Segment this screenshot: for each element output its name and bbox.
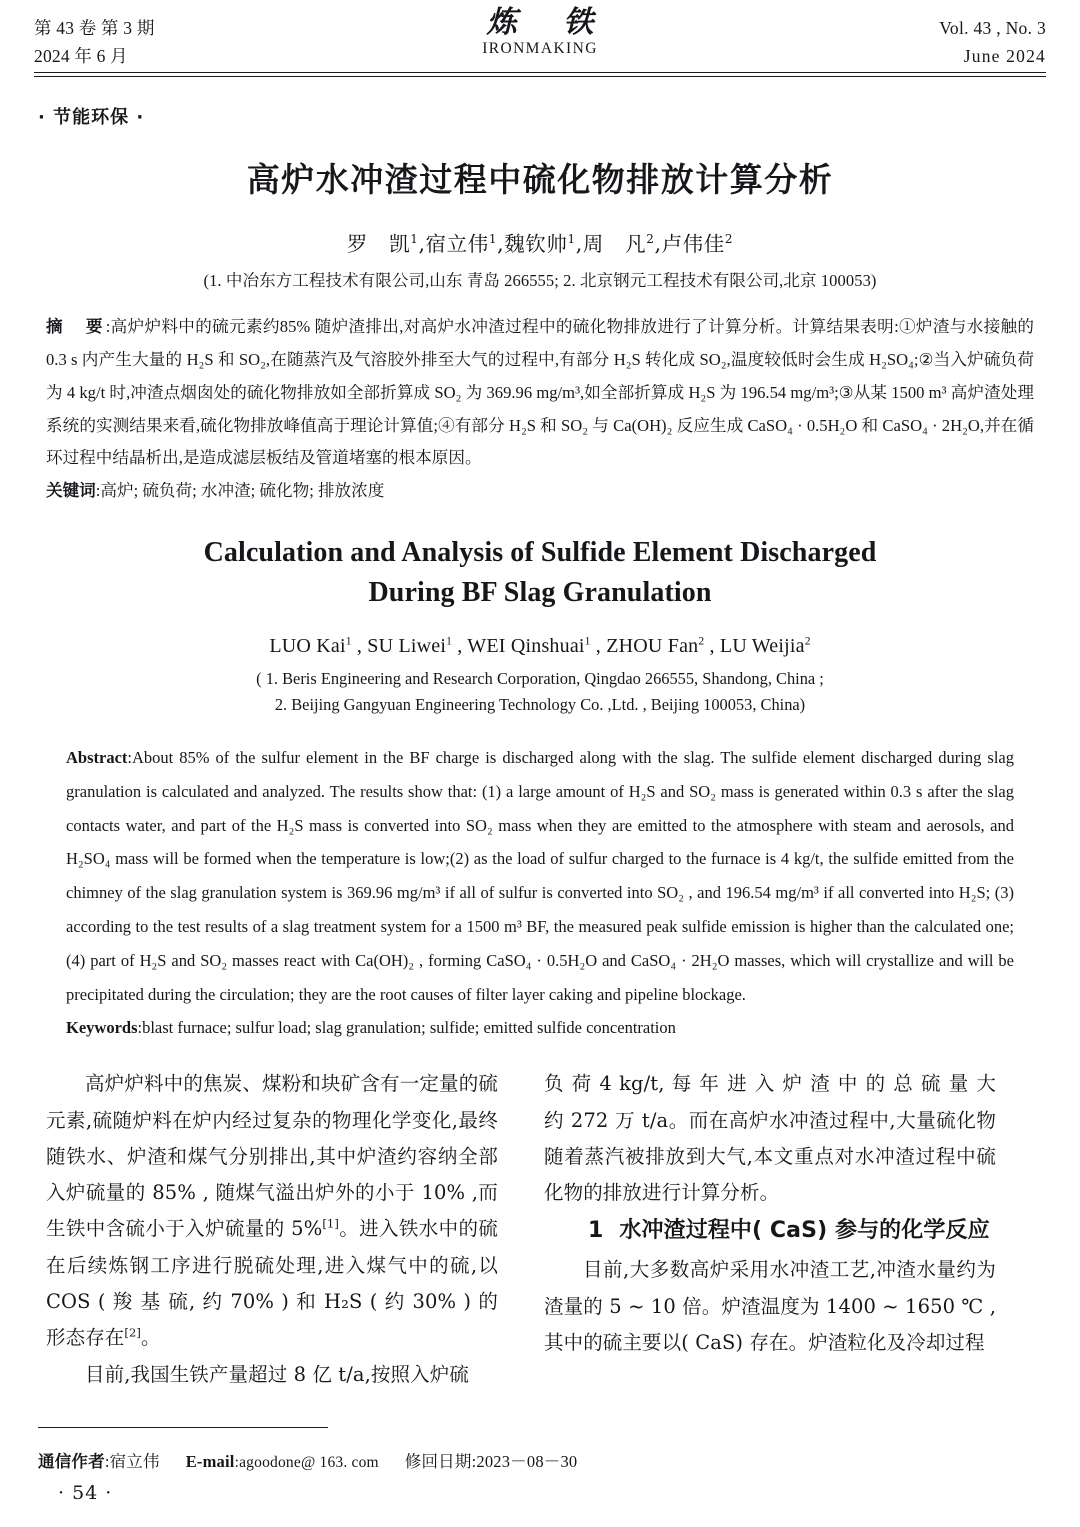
keywords-label-cn: 关键词 [46,480,96,500]
keywords-label-en: Keywords [66,1018,138,1038]
citation-ref[interactable]: [1] [322,1216,339,1231]
paragraph: 目前,我国生铁产量超过 8 亿 t/a,按照入炉硫 [85,1362,469,1386]
affiliation-cn: (1. 中冶东方工程技术有限公司,山东 青岛 266555; 2. 北京钢元工程技术有限公司,北京 100053) [203,271,877,291]
section-heading [544,1211,996,1252]
section-number: 1 [588,1218,604,1244]
journal-logo-cn: 炼 铁 [486,5,612,40]
affiliation-en [0,666,1080,719]
corresponding-author-label: 通信作者 [38,1452,105,1471]
journal-logo [34,6,1046,58]
abstract-text-en: :About 85% of the sulfur element in the BF charge is discharged along with the slag. The sulfide element discharged during slag granulation is calculated and analyzed. The results show that: (1) a large amount of H₂S and SO₂ mass is generated within 0.3 s after the slag contacts water, and part of the H₂S mass is converted into SO₂ mass when they are emitted to the atmosphere with steam and aerosols, and H₂SO₄ mass will be formed when the temperature is low;(2) as the load of sulfur charged to the furnace is 4 kg/t, the sulfide emitted from the chimney of the slag granulation system is 369.96 mg/m³ if all of sulfur is converted into SO₂ , and 196.54 mg/m³ if all converted into H₂S; (3) according to the test results of a slag treatment system for a 1500 m³ BF, the measured peak sulfide emission is higher than the calculated one;(4) part of H₂S and SO₂ masses react with Ca(OH)₂ , forming CaSO₄ · 0.5H₂O and CaSO₄ · 2H₂O masses, which will crystallize and will be precipitated during the circulation; they are the root causes of filter layer caking and pipeline blockage. [66,747,1014,1004]
email-value[interactable]: :agoodone@ 163. com [234,1454,379,1471]
section-category: · 节能环保 · [38,106,145,128]
abstract-cn [46,311,1034,474]
abstract-label-cn: 摘 要 [46,317,106,337]
body-column-right [544,1066,996,1392]
authors-cn: 罗 凯$^1$,宿立伟$^1$,魏钦帅$^1$,周 凡$^2$,卢伟佳$^2$ [346,232,734,257]
footnote-divider [38,1427,328,1428]
affiliation-en-line2: 2. Beijing Gangyuan Engineering Technology Co. ,Ltd. , Beijing 100053, China) [274,695,806,715]
volume-issue-cn: 第 43 卷 第 3 期 [34,18,155,38]
abstract-label-en: Abstract [66,747,128,767]
paragraph-text: 高炉炉料中的焦炭、煤粉和块矿含有一定量的硫元素,硫随炉料在炉内经过复杂的物理化学变化,最终随铁水、炉渣和煤气分别排出,其中炉渣约容纳全部入炉硫量的 85% , 随煤气溢出炉外的小于 10% ,而生铁中含硫小于入炉硫量的 5% [46,1072,498,1241]
date-en: June 2024 [963,46,1046,67]
paragraph: 目前,大多数高炉采用水冲渣工艺,冲渣水量约为渣量的 5 ~ 10 倍。炉渣温度为 1400 ~ 1650 ℃ ,其中的硫主要以( CaS) 存在。炉渣粒化及冷却过程 [544,1258,996,1354]
masthead-right [939,0,1046,71]
body-columns [46,1066,1034,1392]
page-title-en [140,533,940,613]
affiliation-en-line1: ( 1. Beris Engineering and Research Corporation, Qingdao 266555, Shandong, China ; [256,668,824,688]
page-title-en-line2: During BF Slag Granulation [368,577,712,609]
page-title-en-line1: Calculation and Analysis of Sulfide Element Discharged [203,537,877,569]
section-title: 水冲渣过程中( CaS) 参与的化学反应 [619,1218,990,1244]
header-divider [34,72,1046,77]
corresponding-author-value: :宿立伟 [104,1452,160,1471]
abstract-en [66,741,1014,1012]
footnote [38,1448,577,1472]
abstract-text-cn: :高炉炉料中的硫元素约85% 随炉渣排出,对高炉水冲渣过程中的硫化物排放进行了计算分析。计算结果表明:①炉渣与水接触的 0.3 s 内产生大量的 H₂S 和 SO₂,在随蒸汽及气溶胶外排至大气的过程中,有部分 H₂S 转化成 SO₂,温度较低时会生成 H₂SO₄;②当入炉硫负荷为 4 kg/t 时,冲渣点烟囱处的硫化物排放如全部折算成 SO₂ 为 369.96 mg/m³,如全部折算成 H₂S 为 196.54 mg/m³;③从某 1500 m³ 高炉渣处理系统的实测结果来看,硫化物排放峰值高于理论计算值;④有部分 H₂S 和 SO₂ 与 Ca(OH)₂ 反应生成 CaSO₄ · 0.5H₂O 和 CaSO₄ · 2H₂O,并在循环过程中结晶析出,是造成滤层板结及管道堵塞的根本原因。 [46,317,1034,468]
paragraph-text-cont: 。进入铁水中的硫在后续炼钢工序进行脱硫处理,进入煤气中的硫,以 COS ( 羧 基 硫, 约 70% ) 和 H₂S ( 约 30% ) 的形态存在 [46,1217,498,1350]
authors-en: LUO Kai$^1$ , SU Liwei$^1$ , WEI Qinshuai$^1$ , ZHOU Fan$^2$ , LU Weijia$^2$ [269,634,811,657]
date-cn: 2024 年 6 月 [34,46,128,67]
volume-issue-en: Vol. 43 , No. 3 [939,18,1046,38]
page-title-cn: 高炉水冲渣过程中硫化物排放计算分析 [246,159,834,199]
page-number: · 54 · [58,1482,113,1504]
keywords-text-cn: :高炉; 硫负荷; 水冲渣; 硫化物; 排放浓度 [95,480,385,500]
paragraph [46,1066,498,1356]
keywords-text-en: :blast furnace; sulfur load; slag granulation; sulfide; emitted sulfide concentration [137,1018,676,1038]
paragraph-text-end: 。 [141,1326,161,1350]
revised-date-value: :2023－08－30 [471,1452,578,1471]
body-column-left [46,1066,498,1392]
revised-date-label: 修回日期 [404,1452,472,1471]
keywords-cn [46,475,1034,507]
masthead-left [34,0,155,71]
email-label: E-mail [185,1452,235,1471]
masthead [34,0,1046,72]
journal-logo-en: IRONMAKING [482,40,598,57]
keywords-en [66,1011,1014,1044]
citation-ref[interactable]: [2] [124,1325,141,1340]
paragraph: 负 荷 4 kg/t, 每 年 进 入 炉 渣 中 的 总 硫 量 大 约 272 万 t/a。而在高炉水冲渣过程中,大量硫化物随着蒸汽被排放到大气,本文重点对水冲渣过程中硫化物的排放进行计算分析。 [544,1072,996,1205]
